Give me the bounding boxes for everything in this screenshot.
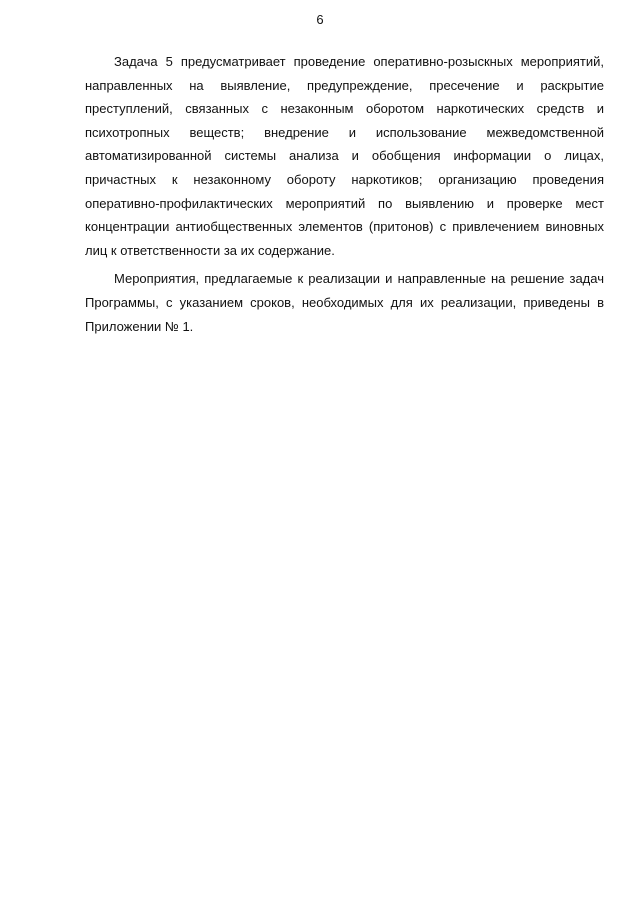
paragraph-task-5: Задача 5 предусматривает проведение оперативно-розыскных мероприятий, направленных на выявление, предупреждение, пресечение и раскрытие преступлений, связанных с незаконным оборотом наркотических средств и психотропных веществ; внедрение и использование межведомственной автоматизированной системы анализа и обобщения информации о лицах, причастных к незаконному обороту наркотиков; организацию проведения оперативно-профилактических мероприятий по выявлению и проверке мест концентрации антиобщественных элементов (притонов) с привлечением виновных лиц к ответственности за их содержание.: [85, 54, 604, 258]
page-number: 6: [316, 12, 324, 27]
document-body: [85, 50, 604, 338]
paragraph-measures: Мероприятия, предлагаемые к реализации и направленные на решение задач Программы, с указанием сроков, необходимых для их реализации, приведены в Приложении № 1.: [85, 271, 604, 334]
